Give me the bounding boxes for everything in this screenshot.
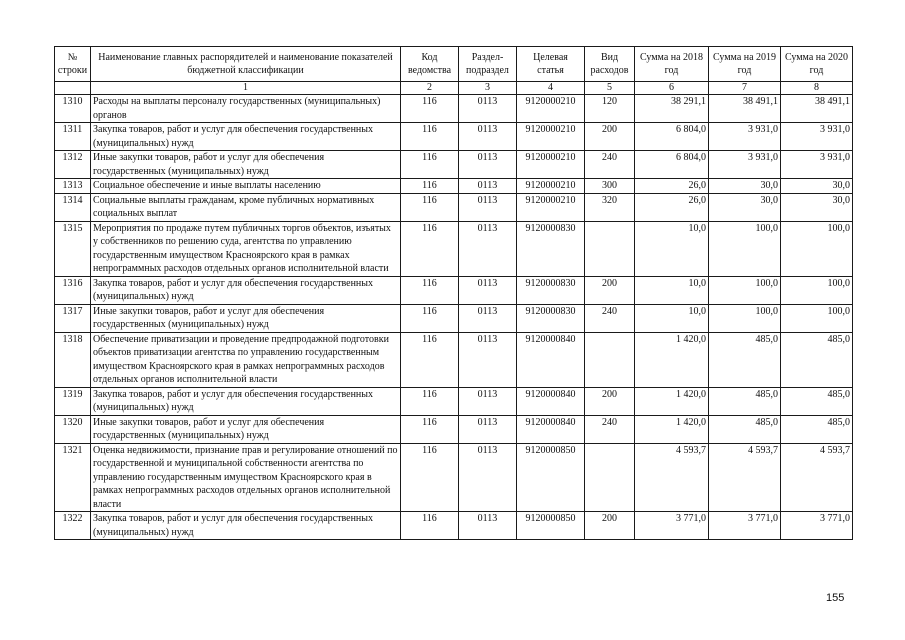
dept-code-cell: 116 xyxy=(401,95,459,123)
column-number: 3 xyxy=(459,82,517,95)
row-name-cell: Оценка недвижимости, признание прав и регулирование отношений по государственной и муниципальной собственности агентства по управлению государственным имуществом Красноярского края в рамках непрограммных расходов отдельных органов исполнительной власти xyxy=(91,443,401,512)
table-row xyxy=(55,276,853,304)
sum-2020-cell: 100,0 xyxy=(781,276,853,304)
table-row xyxy=(55,123,853,151)
row-name-cell: Социальное обеспечение и иные выплаты населению xyxy=(91,179,401,194)
header-section: Раздел-подраздел xyxy=(459,47,517,82)
section-cell: 0113 xyxy=(459,95,517,123)
section-cell: 0113 xyxy=(459,332,517,387)
dept-code-cell: 116 xyxy=(401,151,459,179)
expense-kind-cell xyxy=(585,332,635,387)
dept-code-cell: 116 xyxy=(401,193,459,221)
column-number: 7 xyxy=(709,82,781,95)
sum-2018-cell: 38 291,1 xyxy=(635,95,709,123)
expense-kind-cell: 300 xyxy=(585,179,635,194)
header-row-number: № строки xyxy=(55,47,91,82)
budget-table xyxy=(54,46,853,540)
dept-code-cell: 116 xyxy=(401,387,459,415)
row-name-cell: Мероприятия по продаже путем публичных торгов объектов, изъятых у собственников по решению суда, агентства по управлению государственным имуществом Красноярского края в рамках непрограммных расходов отдельных органов исполнительной власти xyxy=(91,221,401,276)
column-number: 6 xyxy=(635,82,709,95)
row-name-cell: Закупка товаров, работ и услуг для обеспечения государственных (муниципальных) нужд xyxy=(91,123,401,151)
table-row xyxy=(55,221,853,276)
dept-code-cell: 116 xyxy=(401,276,459,304)
section-cell: 0113 xyxy=(459,151,517,179)
table-row xyxy=(55,512,853,540)
table-row xyxy=(55,95,853,123)
target-article-cell: 9120000840 xyxy=(517,387,585,415)
table-row xyxy=(55,387,853,415)
sum-2020-cell: 485,0 xyxy=(781,415,853,443)
row-number-cell: 1311 xyxy=(55,123,91,151)
target-article-cell: 9120000830 xyxy=(517,276,585,304)
target-article-cell: 9120000830 xyxy=(517,221,585,276)
sum-2019-cell: 30,0 xyxy=(709,193,781,221)
sum-2018-cell: 1 420,0 xyxy=(635,332,709,387)
section-cell: 0113 xyxy=(459,387,517,415)
dept-code-cell: 116 xyxy=(401,179,459,194)
target-article-cell: 9120000840 xyxy=(517,332,585,387)
row-name-cell: Закупка товаров, работ и услуг для обеспечения государственных (муниципальных) нужд xyxy=(91,512,401,540)
row-name-cell: Расходы на выплаты персоналу государственных (муниципальных) органов xyxy=(91,95,401,123)
table-row xyxy=(55,415,853,443)
table-row xyxy=(55,332,853,387)
column-number: 5 xyxy=(585,82,635,95)
sum-2018-cell: 1 420,0 xyxy=(635,387,709,415)
target-article-cell: 9120000850 xyxy=(517,443,585,512)
table-row xyxy=(55,443,853,512)
sum-2019-cell: 485,0 xyxy=(709,415,781,443)
row-name-cell: Обеспечение приватизации и проведение предпродажной подготовки объектов приватизации агентства по управлению государственным имуществом Красноярского края в рамках непрограммных расходов отдельных органов исполнительной власти xyxy=(91,332,401,387)
sum-2018-cell: 3 771,0 xyxy=(635,512,709,540)
sum-2019-cell: 485,0 xyxy=(709,332,781,387)
expense-kind-cell: 240 xyxy=(585,304,635,332)
sum-2019-cell: 30,0 xyxy=(709,179,781,194)
row-name-cell: Иные закупки товаров, работ и услуг для обеспечения государственных (муниципальных) нужд xyxy=(91,151,401,179)
target-article-cell: 9120000210 xyxy=(517,179,585,194)
column-number xyxy=(55,82,91,95)
row-number-cell: 1321 xyxy=(55,443,91,512)
dept-code-cell: 116 xyxy=(401,415,459,443)
row-number-cell: 1314 xyxy=(55,193,91,221)
target-article-cell: 9120000830 xyxy=(517,304,585,332)
header-sum-2019: Сумма на 2019 год xyxy=(709,47,781,82)
expense-kind-cell xyxy=(585,221,635,276)
sum-2018-cell: 6 804,0 xyxy=(635,123,709,151)
target-article-cell: 9120000840 xyxy=(517,415,585,443)
column-number: 8 xyxy=(781,82,853,95)
sum-2019-cell: 100,0 xyxy=(709,304,781,332)
sum-2020-cell: 3 931,0 xyxy=(781,123,853,151)
sum-2018-cell: 26,0 xyxy=(635,179,709,194)
sum-2020-cell: 100,0 xyxy=(781,221,853,276)
header-target-article: Целевая статья xyxy=(517,47,585,82)
section-cell: 0113 xyxy=(459,276,517,304)
sum-2018-cell: 10,0 xyxy=(635,276,709,304)
expense-kind-cell: 200 xyxy=(585,276,635,304)
target-article-cell: 9120000210 xyxy=(517,193,585,221)
dept-code-cell: 116 xyxy=(401,221,459,276)
header-sum-2018: Сумма на 2018 год xyxy=(635,47,709,82)
sum-2018-cell: 26,0 xyxy=(635,193,709,221)
table-row xyxy=(55,193,853,221)
sum-2018-cell: 6 804,0 xyxy=(635,151,709,179)
row-number-cell: 1312 xyxy=(55,151,91,179)
section-cell: 0113 xyxy=(459,415,517,443)
row-name-cell: Закупка товаров, работ и услуг для обеспечения государственных (муниципальных) нужд xyxy=(91,387,401,415)
row-name-cell: Социальные выплаты гражданам, кроме публичных нормативных социальных выплат xyxy=(91,193,401,221)
row-number-cell: 1319 xyxy=(55,387,91,415)
sum-2019-cell: 3 931,0 xyxy=(709,123,781,151)
table-row xyxy=(55,304,853,332)
target-article-cell: 9120000850 xyxy=(517,512,585,540)
dept-code-cell: 116 xyxy=(401,512,459,540)
dept-code-cell: 116 xyxy=(401,332,459,387)
dept-code-cell: 116 xyxy=(401,304,459,332)
row-number-cell: 1318 xyxy=(55,332,91,387)
section-cell: 0113 xyxy=(459,221,517,276)
section-cell: 0113 xyxy=(459,193,517,221)
expense-kind-cell: 240 xyxy=(585,151,635,179)
target-article-cell: 9120000210 xyxy=(517,151,585,179)
expense-kind-cell: 240 xyxy=(585,415,635,443)
sum-2020-cell: 3 771,0 xyxy=(781,512,853,540)
sum-2020-cell: 3 931,0 xyxy=(781,151,853,179)
sum-2019-cell: 100,0 xyxy=(709,221,781,276)
section-cell: 0113 xyxy=(459,179,517,194)
sum-2019-cell: 3 771,0 xyxy=(709,512,781,540)
sum-2019-cell: 4 593,7 xyxy=(709,443,781,512)
sum-2018-cell: 10,0 xyxy=(635,221,709,276)
section-cell: 0113 xyxy=(459,443,517,512)
sum-2019-cell: 100,0 xyxy=(709,276,781,304)
sum-2019-cell: 3 931,0 xyxy=(709,151,781,179)
page-number: 155 xyxy=(826,592,845,604)
sum-2020-cell: 100,0 xyxy=(781,304,853,332)
header-name: Наименование главных распорядителей и наименование показателей бюджетной классификации xyxy=(91,47,401,82)
row-number-cell: 1316 xyxy=(55,276,91,304)
row-number-cell: 1317 xyxy=(55,304,91,332)
table-row xyxy=(55,179,853,194)
expense-kind-cell: 320 xyxy=(585,193,635,221)
sum-2020-cell: 30,0 xyxy=(781,193,853,221)
dept-code-cell: 116 xyxy=(401,443,459,512)
section-cell: 0113 xyxy=(459,304,517,332)
sum-2020-cell: 4 593,7 xyxy=(781,443,853,512)
sum-2020-cell: 38 491,1 xyxy=(781,95,853,123)
section-cell: 0113 xyxy=(459,123,517,151)
column-number: 4 xyxy=(517,82,585,95)
row-number-cell: 1310 xyxy=(55,95,91,123)
table-body xyxy=(55,95,853,540)
row-name-cell: Иные закупки товаров, работ и услуг для обеспечения государственных (муниципальных) нужд xyxy=(91,304,401,332)
sum-2020-cell: 485,0 xyxy=(781,332,853,387)
sum-2020-cell: 485,0 xyxy=(781,387,853,415)
row-number-cell: 1315 xyxy=(55,221,91,276)
dept-code-cell: 116 xyxy=(401,123,459,151)
header-sum-2020: Сумма на 2020 год xyxy=(781,47,853,82)
row-name-cell: Иные закупки товаров, работ и услуг для обеспечения государственных (муниципальных) нужд xyxy=(91,415,401,443)
sum-2019-cell: 485,0 xyxy=(709,387,781,415)
expense-kind-cell: 200 xyxy=(585,123,635,151)
header-dept-code: Код ведомства xyxy=(401,47,459,82)
row-number-cell: 1313 xyxy=(55,179,91,194)
sum-2018-cell: 4 593,7 xyxy=(635,443,709,512)
column-number: 1 xyxy=(91,82,401,95)
header-expense-kind: Вид расходов xyxy=(585,47,635,82)
expense-kind-cell xyxy=(585,443,635,512)
expense-kind-cell: 200 xyxy=(585,387,635,415)
sum-2019-cell: 38 491,1 xyxy=(709,95,781,123)
target-article-cell: 9120000210 xyxy=(517,123,585,151)
expense-kind-cell: 200 xyxy=(585,512,635,540)
sum-2018-cell: 1 420,0 xyxy=(635,415,709,443)
section-cell: 0113 xyxy=(459,512,517,540)
row-number-cell: 1320 xyxy=(55,415,91,443)
target-article-cell: 9120000210 xyxy=(517,95,585,123)
expense-kind-cell: 120 xyxy=(585,95,635,123)
row-name-cell: Закупка товаров, работ и услуг для обеспечения государственных (муниципальных) нужд xyxy=(91,276,401,304)
sum-2020-cell: 30,0 xyxy=(781,179,853,194)
row-number-cell: 1322 xyxy=(55,512,91,540)
sum-2018-cell: 10,0 xyxy=(635,304,709,332)
column-number: 2 xyxy=(401,82,459,95)
table-row xyxy=(55,151,853,179)
